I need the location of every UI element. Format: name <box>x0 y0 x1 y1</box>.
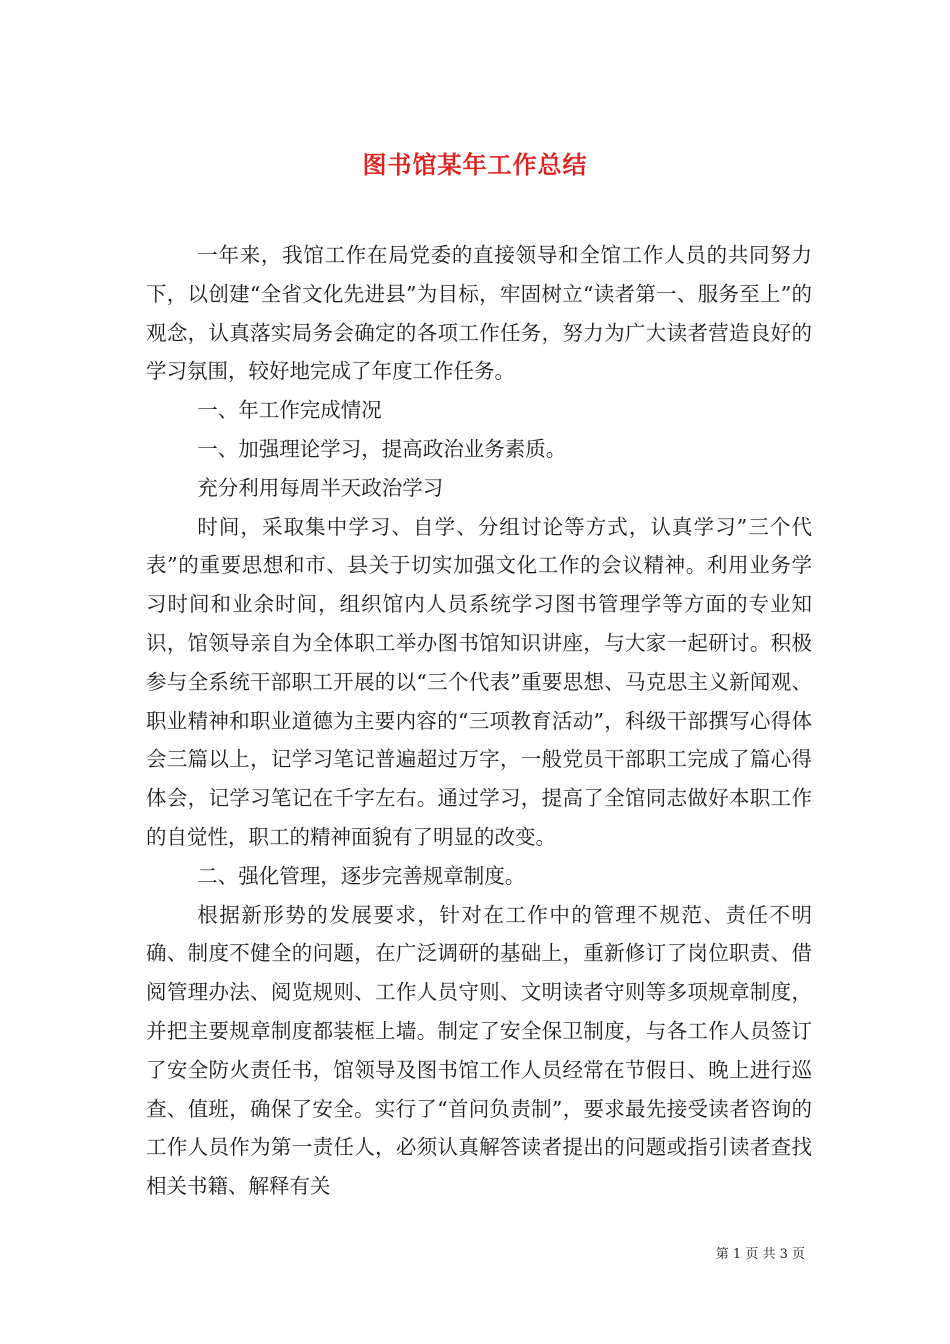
intro-paragraph: 一年来，我馆工作在局党委的直接领导和全馆工作人员的共同努力下，以创建“全省文化先进县”为目标，牢固树立“读者第一、服务至上”的观念，认真落实局务会确定的各项工作任务，努力为广大读者营造良好的学习氛围，较好地完成了年度工作任务。 <box>146 243 812 384</box>
page-number: 第 1 页 共 3 页 <box>715 1247 805 1262</box>
subsection-heading: 二、强化管理，逐步完善规章制度。 <box>197 863 526 888</box>
document-title: 图书馆某年工作总结 <box>362 150 588 180</box>
body-paragraph: 充分利用每周半天政治学习 <box>197 475 444 500</box>
document-body <box>146 236 812 1206</box>
body-paragraph: 时间，采取集中学习、自学、分组讨论等方式，认真学习”三个代表”的重要思想和市、县关于切实加强文化工作的会议精神。利用业务学习时间和业余时间，组织馆内人员系统学习图书管理学等方面的专业知识，馆领导亲自为全体职工举办图书馆知识讲座，与大家一起研讨。积极参与全系统干部职工开展的以“三个代表”重要思想、马克思主义新闻观、职业精神和职业道德为主要内容的“三项教育活动”，科级干部撰写心得体会三篇以上，记学习笔记普遍超过万字，一般党员干部职工完成了篇心得体会，记学习笔记在千字左右。通过学习，提高了全馆同志做好本职工作的自觉性，职工的精神面貌有了明显的改变。 <box>146 514 812 849</box>
body-paragraph: 根据新形势的发展要求，针对在工作中的管理不规范、责任不明确、制度不健全的问题，在广泛调研的基础上，重新修订了岗位职责、借阅管理办法、阅览规则、工作人员守则、文明读者守则等多项规章制度，并把主要规章制度都装框上墙。制定了安全保卫制度，与各工作人员签订了安全防火责任书，馆领导及图书馆工作人员经常在节假日、晚上进行巡查、值班，确保了安全。实行了“首问负责制”，要求最先接受读者咨询的工作人员作为第一责任人，必须认真解答读者提出的问题或指引读者查找相关书籍、解释有关 <box>146 902 812 1199</box>
section-heading: 一、年工作完成情况 <box>197 398 382 423</box>
subsection-heading: 一、加强理论学习，提高政治业务素质。 <box>197 436 567 461</box>
